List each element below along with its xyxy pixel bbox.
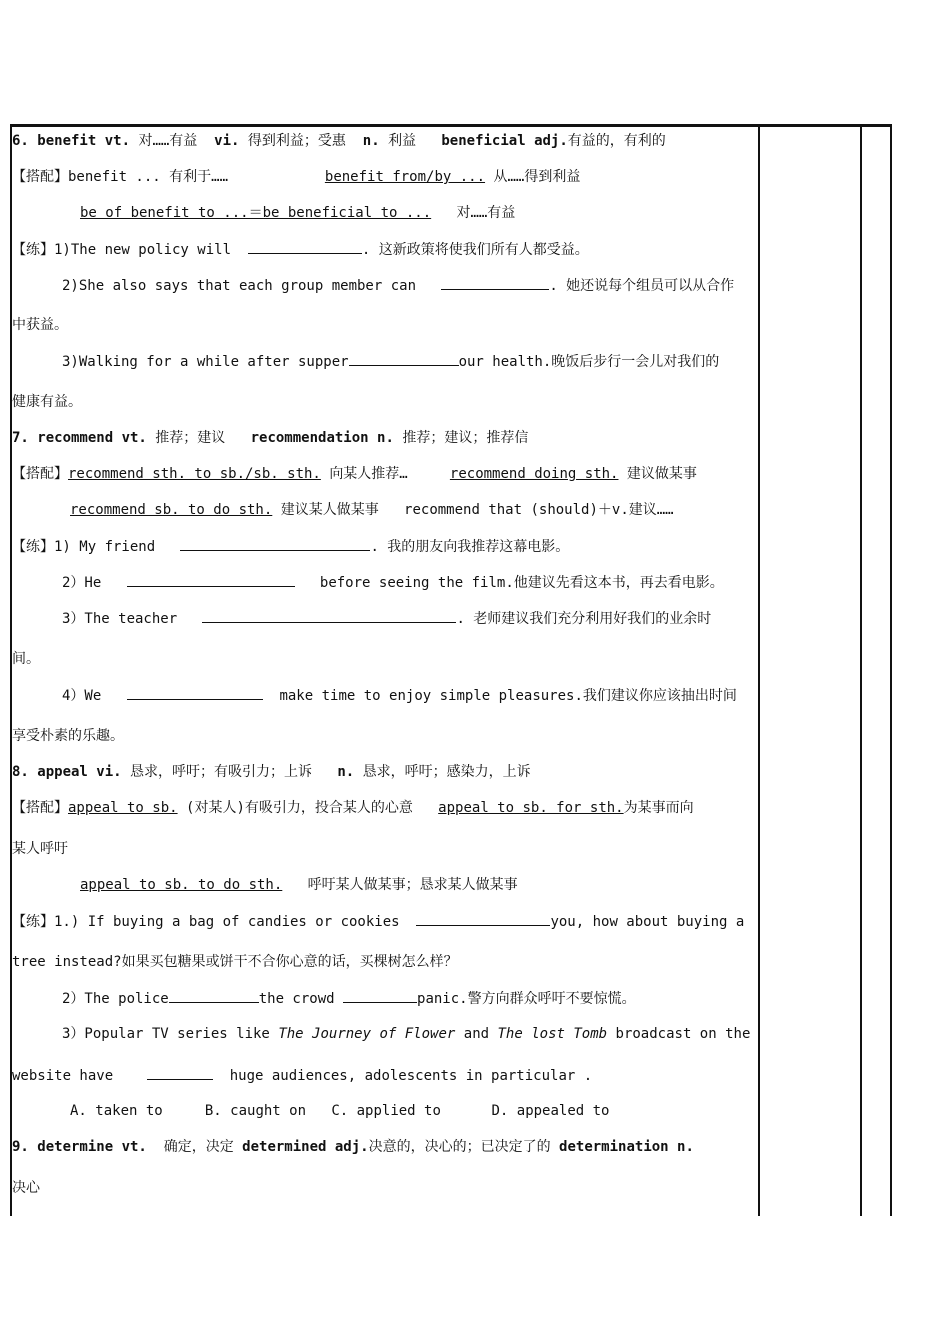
meaning: 从……得到利益 bbox=[493, 169, 581, 185]
answer-blank[interactable] bbox=[248, 239, 362, 254]
meaning: 对……有益 bbox=[456, 205, 516, 221]
s8-exercise-3-cont bbox=[12, 1065, 592, 1087]
option-b[interactable]: B. caught on bbox=[204, 1103, 307, 1119]
s7-exercise-3 bbox=[62, 608, 711, 630]
meaning: 恳求，呼吁；有吸引力；上诉 bbox=[130, 764, 313, 780]
s7-heading bbox=[12, 428, 528, 450]
pos-label: n. bbox=[337, 764, 355, 780]
answer-blank[interactable] bbox=[343, 988, 417, 1003]
answer-blank[interactable] bbox=[349, 351, 459, 366]
meaning: 某人呼吁 bbox=[12, 841, 68, 857]
exercise-text: 3）Popular TV series like bbox=[62, 1026, 270, 1042]
meaning: 有益的，有利的 bbox=[567, 133, 666, 149]
meaning: 恳求，呼吁；感染力，上诉 bbox=[362, 764, 531, 780]
s8-collocations-1-cont bbox=[12, 839, 68, 861]
answer-blank[interactable] bbox=[441, 275, 549, 290]
exercise-text: 1) My friend bbox=[54, 539, 156, 555]
meaning: 呼吁某人做某事；恳求某人做某事 bbox=[307, 877, 518, 893]
exercise-text: . 老师建议我们充分利用好我们的业余时 bbox=[456, 611, 712, 627]
word-recommendation: recommendation n. bbox=[250, 430, 394, 446]
s8-heading bbox=[12, 762, 531, 784]
meaning: 建议某人做某事 bbox=[280, 502, 379, 518]
exercise-tag: 【练】 bbox=[12, 539, 54, 555]
word-appeal: 8. appeal vi. bbox=[12, 764, 122, 780]
exercise-text: tree instead?如果买包糖果或饼干不合你心意的话，买棵树怎么样？ bbox=[12, 954, 458, 970]
option-c[interactable]: C. applied to bbox=[331, 1103, 441, 1119]
meaning: 推荐；建议 bbox=[155, 430, 226, 446]
word-recommend: 7. recommend vt. bbox=[12, 430, 147, 446]
answer-blank[interactable] bbox=[202, 608, 456, 623]
s8-exercise-1 bbox=[12, 911, 744, 933]
collocation: benefit ... 有利于…… bbox=[68, 169, 229, 185]
meaning: 向某人推荐… bbox=[329, 466, 408, 482]
s6-exercise-2 bbox=[62, 275, 734, 297]
exercise-text: . 我的朋友向我推荐这幕电影。 bbox=[370, 539, 570, 555]
exercise-text: panic.警方向群众呼吁不要惊慌。 bbox=[417, 991, 636, 1007]
tv-title: The Journey of Flower bbox=[278, 1026, 456, 1042]
collocation: appeal to sb. bbox=[68, 800, 178, 816]
meaning: 决心 bbox=[12, 1180, 40, 1196]
exercise-text: the crowd bbox=[258, 991, 335, 1007]
answer-blank[interactable] bbox=[127, 685, 263, 700]
tv-title: The lost Tomb bbox=[497, 1026, 608, 1042]
s8-exercise-2 bbox=[62, 988, 636, 1010]
collocation: recommend doing sth. bbox=[449, 466, 619, 482]
collocation-tag: 【搭配】 bbox=[12, 169, 68, 185]
exercise-text: 健康有益。 bbox=[12, 394, 82, 410]
option-a[interactable]: A. taken to bbox=[70, 1103, 163, 1119]
s9-heading bbox=[12, 1137, 694, 1159]
s6-heading bbox=[12, 131, 666, 153]
exercise-text: 4）We bbox=[62, 688, 102, 704]
s7-exercise-3-cont bbox=[12, 649, 40, 671]
meaning: 建议…… bbox=[628, 502, 674, 518]
exercise-text: . 她还说每个组员可以从合作 bbox=[549, 278, 735, 294]
meaning: 确定，决定 bbox=[163, 1139, 234, 1155]
meaning: 建议做某事 bbox=[626, 466, 697, 482]
s7-collocations-2 bbox=[70, 500, 674, 522]
exercise-text: our health.晚饭后步行一会儿对我们的 bbox=[458, 354, 720, 370]
answer-blank[interactable] bbox=[169, 988, 259, 1003]
meaning: (对某人)有吸引力，投合某人的心意 bbox=[186, 800, 413, 816]
exercise-text: 2)She also says that each group member can bbox=[62, 278, 417, 294]
table-column-divider-2 bbox=[860, 124, 862, 1216]
s6-exercise-3 bbox=[62, 351, 719, 373]
answer-blank[interactable] bbox=[180, 536, 370, 551]
exercise-tag: 【练】 bbox=[12, 242, 54, 258]
exercise-text: 间。 bbox=[12, 651, 40, 667]
s8-exercise-3 bbox=[62, 1024, 750, 1046]
exercise-text: . 这新政策将使我们所有人都受益。 bbox=[361, 242, 589, 258]
exercise-text: 中获益。 bbox=[12, 317, 68, 333]
collocation: appeal to sb. for sth. bbox=[438, 800, 624, 816]
collocation: recommend that (should)＋v. bbox=[404, 502, 629, 518]
pos-label: vi. bbox=[214, 133, 240, 149]
collocation: recommend sb. to do sth. bbox=[70, 502, 273, 518]
s7-exercise-2 bbox=[62, 572, 724, 594]
exercise-text: you, how about buying a bbox=[550, 914, 745, 930]
meaning: 推荐；建议；推荐信 bbox=[402, 430, 529, 446]
word-determination: determination n. bbox=[559, 1139, 694, 1155]
meaning: 对……有益 bbox=[138, 133, 198, 149]
exercise-text: and bbox=[463, 1026, 490, 1042]
collocation: recommend sth. to sb./sb. sth. bbox=[68, 466, 321, 482]
s6-collocations-1 bbox=[12, 167, 580, 189]
pos-label: n. bbox=[362, 133, 380, 149]
exercise-text: make time to enjoy simple pleasures.我们建议你应该抽出时间 bbox=[279, 688, 737, 704]
exercise-text: huge audiences, adolescents in particular . bbox=[229, 1068, 593, 1084]
exercise-text: 享受朴素的乐趣。 bbox=[12, 728, 124, 744]
s6-exercise-3-cont bbox=[12, 392, 82, 414]
s7-collocations-1 bbox=[12, 464, 697, 486]
exercise-text: broadcast on the bbox=[615, 1026, 751, 1042]
s7-exercise-4-cont bbox=[12, 726, 124, 748]
collocation: appeal to sb. to do sth. bbox=[80, 877, 283, 893]
table-column-divider-1 bbox=[758, 124, 760, 1216]
table-right-border bbox=[890, 124, 892, 1216]
collocation-tag: 【搭配】 bbox=[12, 800, 68, 816]
exercise-text: 2）The police bbox=[62, 991, 169, 1007]
exercise-text: 1.) If buying a bag of candies or cookies bbox=[54, 914, 400, 930]
s8-exercise-1-cont bbox=[12, 952, 458, 974]
word-beneficial: beneficial adj. bbox=[441, 133, 568, 149]
meaning: 利益 bbox=[388, 133, 417, 149]
exercise-text: before seeing the film.他建议先看这本书，再去看电影。 bbox=[319, 575, 724, 591]
exercise-text: website have bbox=[12, 1068, 114, 1084]
option-d[interactable]: D. appealed to bbox=[491, 1103, 610, 1119]
s8-collocations-1 bbox=[12, 798, 694, 820]
exercise-text: 3）The teacher bbox=[62, 611, 178, 627]
s9-heading-cont bbox=[12, 1178, 40, 1200]
meaning: 为某事而向 bbox=[623, 800, 694, 816]
word-determine: 9. determine vt. bbox=[12, 1139, 147, 1155]
s8-collocations-2 bbox=[80, 875, 518, 897]
s7-exercise-4 bbox=[62, 685, 737, 707]
exercise-tag: 【练】 bbox=[12, 914, 54, 930]
answer-blank[interactable] bbox=[127, 572, 295, 587]
collocation: be of benefit to ...＝be beneficial to ... bbox=[80, 205, 432, 221]
exercise-text: 2）He bbox=[62, 575, 102, 591]
meaning: 决意的，决心的；已决定了的 bbox=[368, 1139, 551, 1155]
word-determined: determined adj. bbox=[242, 1139, 369, 1155]
word-benefit: 6. benefit vt. bbox=[12, 133, 131, 149]
exercise-text: 1)The new policy will bbox=[54, 242, 232, 258]
s7-exercise-1 bbox=[12, 536, 569, 558]
s6-collocations-2 bbox=[80, 203, 515, 225]
exercise-text: 3)Walking for a while after supper bbox=[62, 354, 349, 370]
s6-exercise-1 bbox=[12, 239, 589, 261]
collocation: benefit from/by ... bbox=[324, 169, 486, 185]
answer-blank[interactable] bbox=[147, 1065, 213, 1080]
meaning: 得到利益；受惠 bbox=[247, 133, 346, 149]
answer-blank[interactable] bbox=[416, 911, 550, 926]
s8-options bbox=[70, 1101, 610, 1123]
s6-exercise-2-cont bbox=[12, 315, 68, 337]
collocation-tag: 【搭配】 bbox=[12, 466, 68, 482]
